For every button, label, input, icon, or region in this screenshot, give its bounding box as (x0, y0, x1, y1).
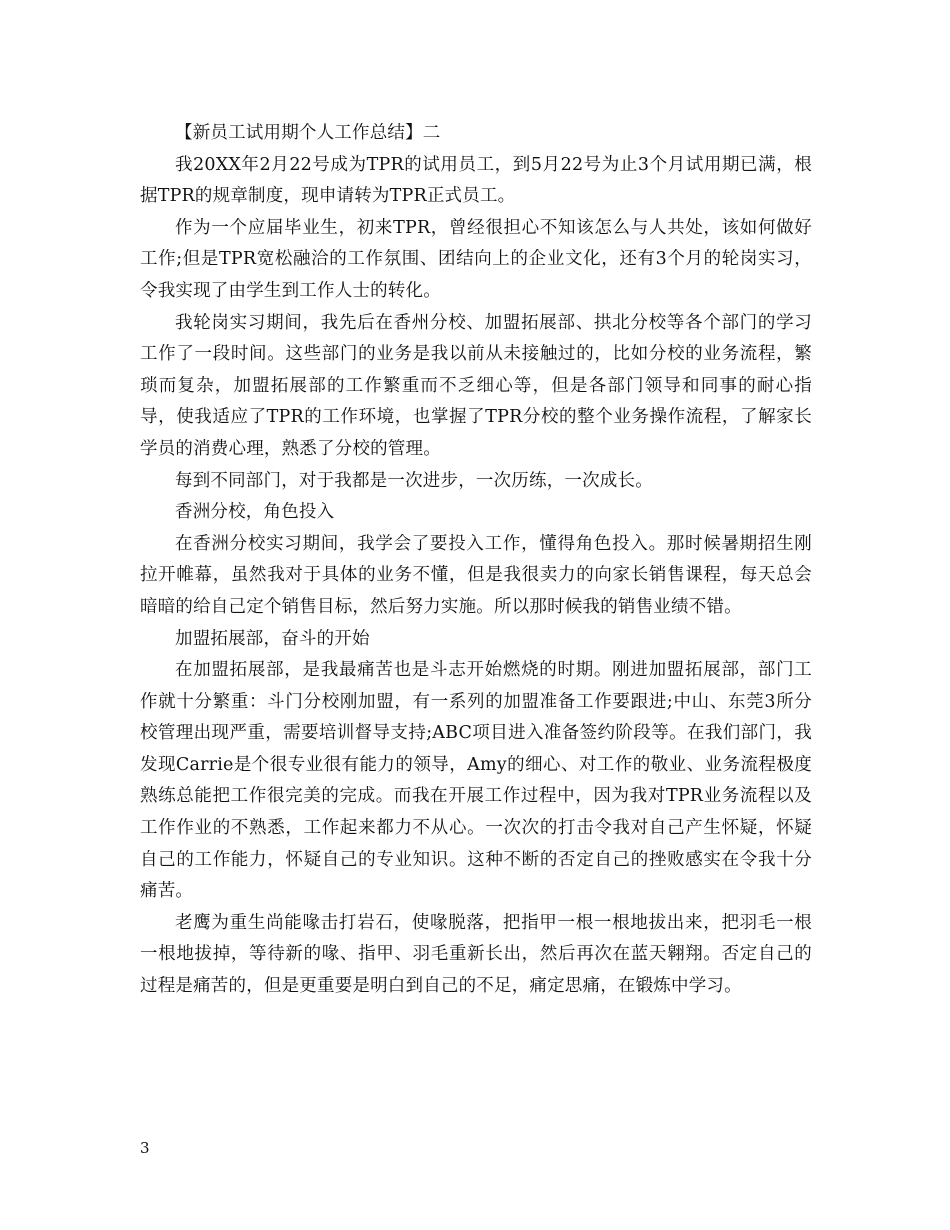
paragraph: 在加盟拓展部，是我最痛苦也是斗志开始燃烧的时期。刚进加盟拓展部，部门工作就十分繁重：斗门分校刚加盟，有一系列的加盟准备工作要跟进;中山、东莞3所分校管理出现严重，需要培训督导支持;ABC项目进入准备签约阶段等。在我们部门，我发现Carrie是个很专业很有能力的领导，Amy的细心、对工作的敬业、业务流程极度熟练总能把工作很完美的完成。而我在开展工作过程中，因为我对TPR业务流程以及工作作业的不熟悉，工作起来都力不从心。一次次的打击令我对自己产生怀疑，怀疑自己的工作能力，怀疑自己的专业知识。这种不断的否定自己的挫败感实在令我十分痛苦。 (140, 660, 812, 902)
paragraph: 我轮岗实习期间，我先后在香州分校、加盟拓展部、拱北分校等各个部门的学习工作了一段时间。这些部门的业务是我以前从未接触过的，比如分校的业务流程，繁琐而复杂，加盟拓展部的工作繁重而不乏细心等，但是各部门领导和同事的耐心指导，使我适应了TPR的工作环境，也掌握了TPR分校的整个业务操作流程，了解家长学员的消费心理，熟悉了分校的管理。 (140, 312, 812, 459)
page-number: 3 (140, 1139, 150, 1157)
paragraph: 每到不同部门，对于我都是一次进步，一次历练，一次成长。 (175, 470, 653, 491)
document-title: 【新员工试用期个人工作总结】二 (175, 123, 441, 143)
document-body (140, 118, 812, 1003)
paragraph: 我20XX年2月22号成为TPR的试用员工，到5月22号为止3个月试用期已满，根据TPR的规章制度，现申请转为TPR正式员工。 (140, 154, 812, 207)
paragraph: 老鹰为重生尚能喙击打岩石，使喙脱落，把指甲一根一根地拔出来，把羽毛一根一根地拔掉，等待新的喙、指甲、羽毛重新长出，然后再次在蓝天翱翔。否定自己的过程是痛苦的，但是更重要是明白到自己的不足，痛定思痛，在锻炼中学习。 (140, 912, 812, 997)
section-heading: 加盟拓展部，奋斗的开始 (175, 628, 370, 649)
section-heading: 香洲分校，角色投入 (175, 502, 335, 523)
paragraph: 在香洲分校实习期间，我学会了要投入工作，懂得角色投入。那时候暑期招生刚拉开帷幕，虽然我对于具体的业务不懂，但是我很卖力的向家长销售课程，每天总会暗暗的给自己定个销售目标，然后努力实施。所以那时候我的销售业绩不错。 (140, 533, 812, 617)
paragraph: 作为一个应届毕业生，初来TPR，曾经很担心不知该怎么与人共处，该如何做好工作;但是TPR宽松融洽的工作氛围、团结向上的企业文化，还有3个月的轮岗实习，令我实现了由学生到工作人士的转化。 (140, 217, 812, 301)
